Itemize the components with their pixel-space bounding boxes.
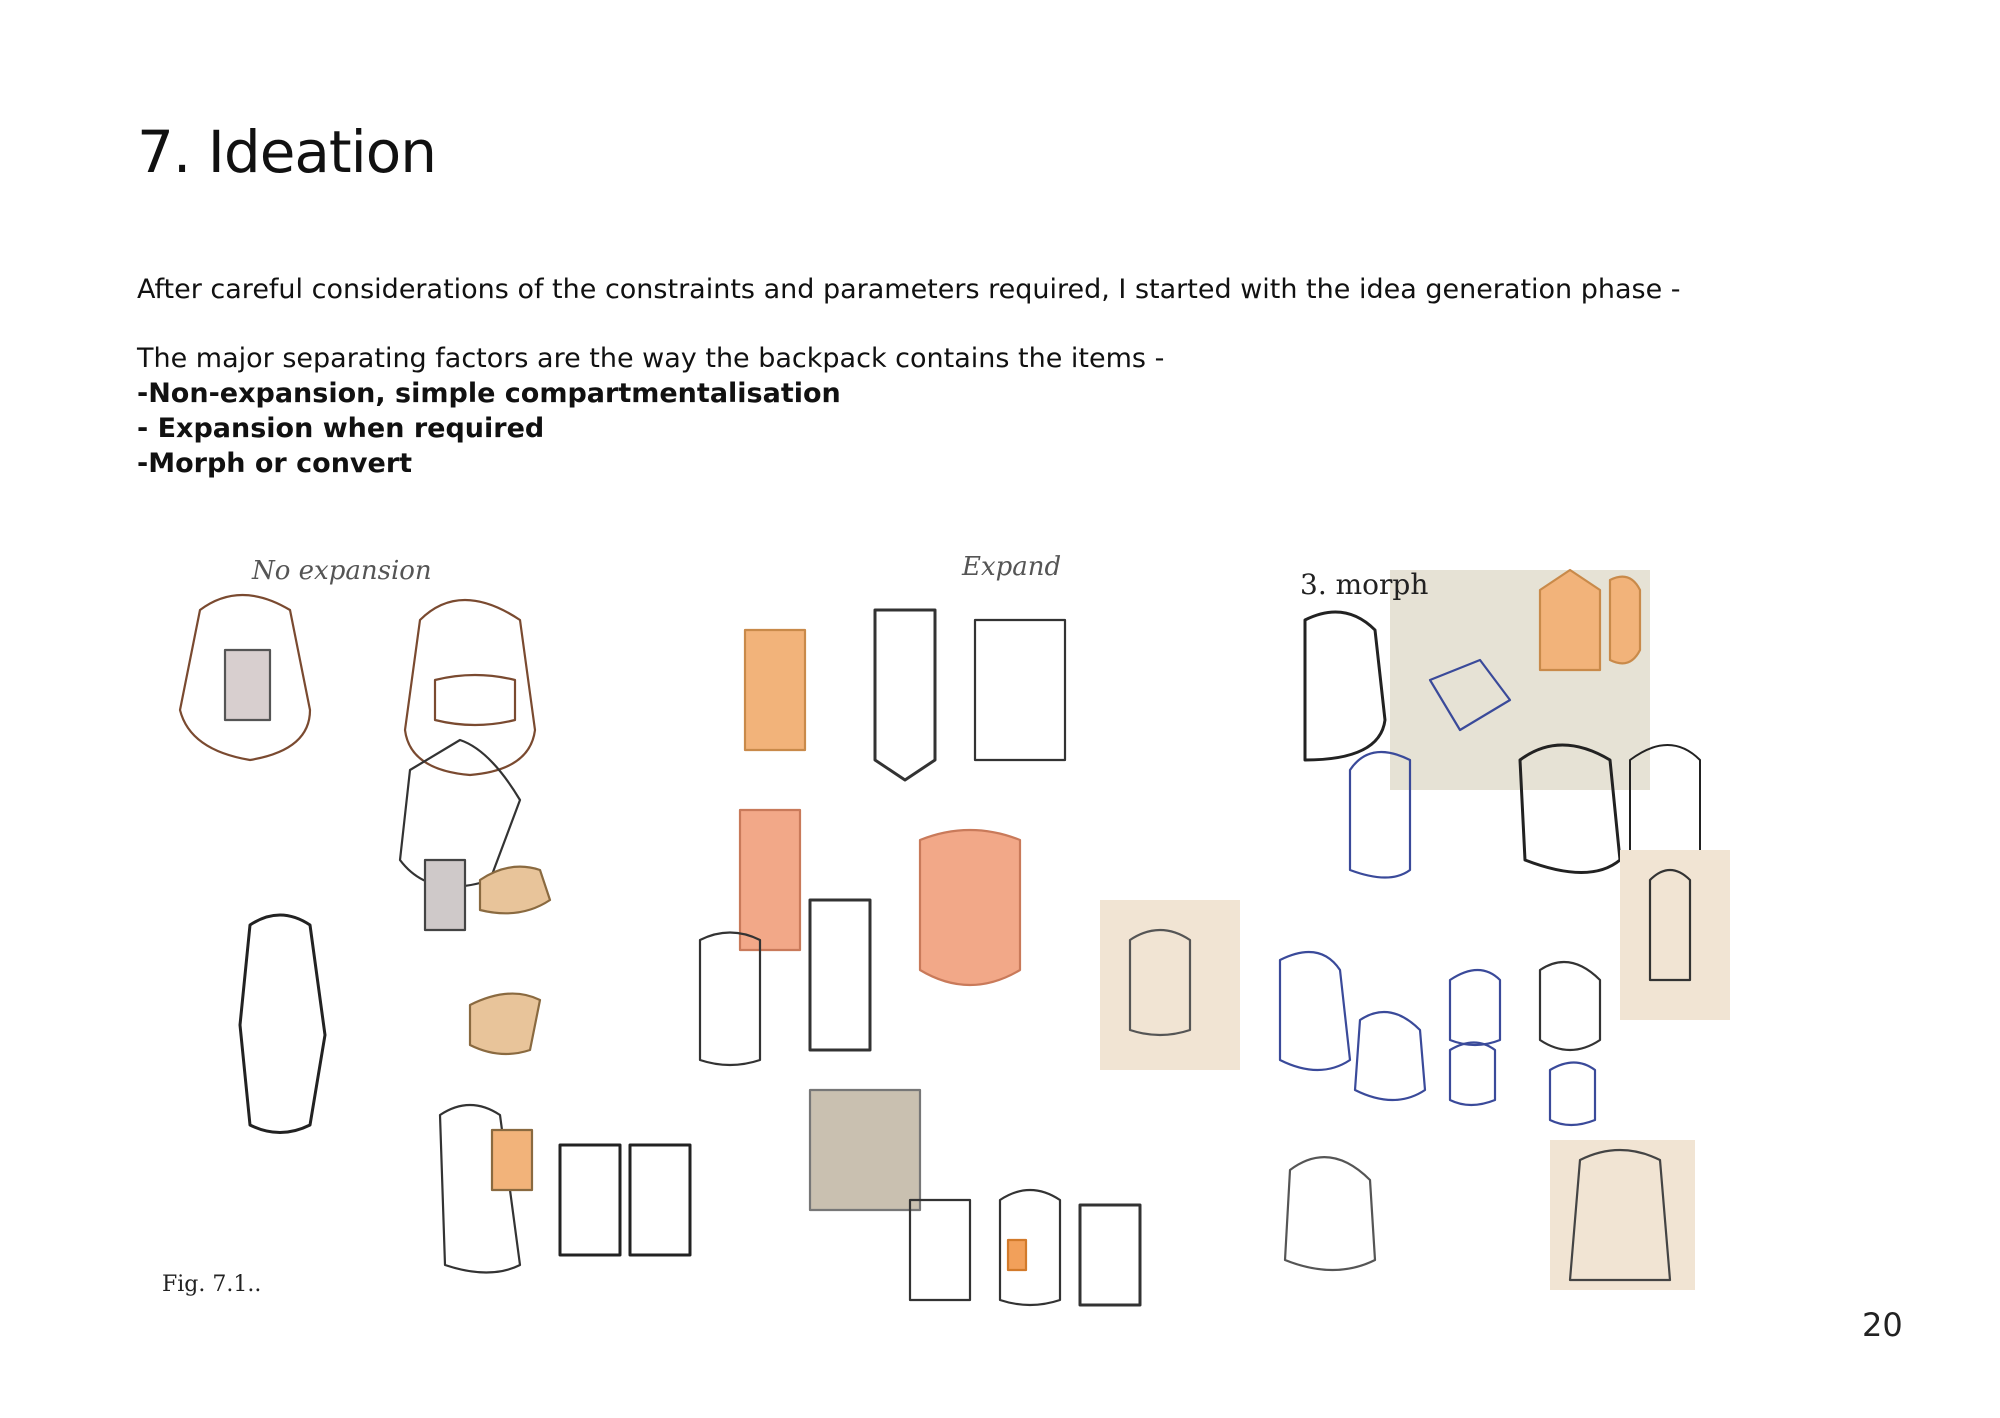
factor-item: -Non-expansion, simple compartmentalisation <box>137 378 841 409</box>
sketch-label-morph: 3. morph <box>1300 568 1429 601</box>
body-text <box>137 272 1837 481</box>
no-expansion-sketch-group <box>180 595 690 1273</box>
page-number: 20 <box>1862 1306 1903 1344</box>
sketch-label-expand: Expand <box>962 552 1062 582</box>
sketch-label-no-expansion: No expansion <box>252 556 432 586</box>
expand-sketch-group <box>700 610 1140 1305</box>
page-title: 7. Ideation <box>137 118 437 186</box>
factors-lead: The major separating factors are the way the backpack contains the items - <box>137 343 1165 374</box>
factor-item: - Expansion when required <box>137 413 545 444</box>
ideation-sketch-collage <box>140 540 1760 1340</box>
factor-item: -Morph or convert <box>137 448 413 479</box>
intro-paragraph: After careful considerations of the constraints and parameters required, I started with the idea generation phase - <box>137 274 1681 305</box>
figure-caption: Fig. 7.1.. <box>162 1272 262 1297</box>
morph-sketch-group <box>1100 570 1730 1290</box>
